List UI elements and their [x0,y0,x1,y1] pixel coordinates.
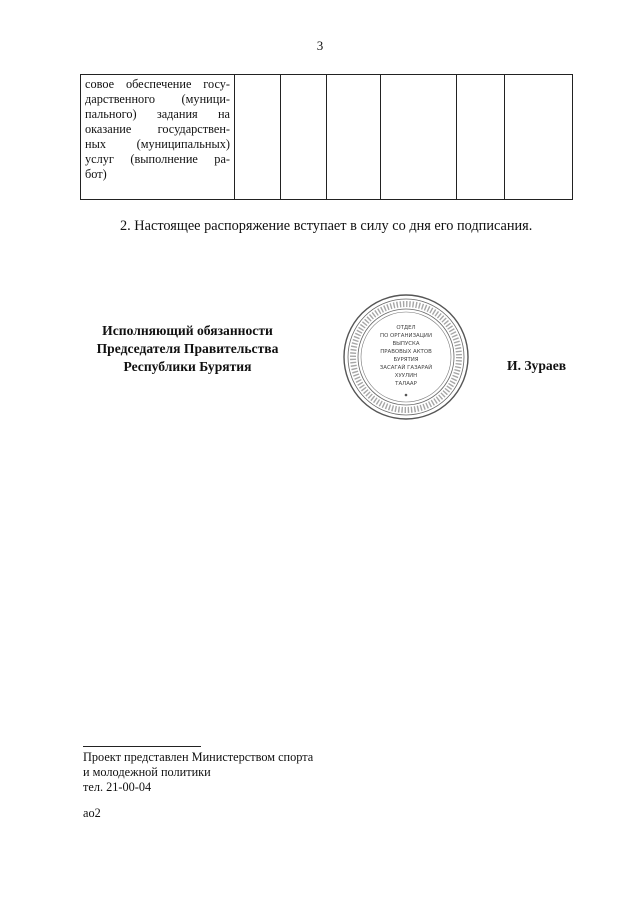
footnote [83,750,313,795]
paragraph-2: 2. Настоящее распоряжение вступает в силу со дня его подписания. [120,218,533,234]
continuation-table [80,74,573,200]
seal-dot [405,394,408,397]
seal-inner-text [380,325,432,387]
seal-text-line: БУРЯТИЯ [393,357,419,363]
seal-text-line: ОТДЕЛ [396,325,416,331]
seal-text-line: ХУУЛИН [394,373,418,379]
page-number: 3 [316,38,324,53]
cell-text-line: ных (муниципальных) [85,137,230,151]
cell-text-line: совое обеспечение госу- [85,77,230,91]
signatory-title-line: Республики Бурятия [123,359,252,374]
document-code: ао2 [83,806,101,820]
seal-text-line: ВЫПУСКА [392,341,420,347]
footnote-divider [83,746,201,747]
signer-name: И. Зураев [507,358,567,373]
cell-text-line: услуг (выполнение ра- [85,152,230,166]
signatory-title-line: Председателя Правительства [96,341,279,356]
cell-text-line: пального) задания на [85,107,230,121]
signatory-title-line: Исполняющий обязанности [102,323,273,338]
cell-text-line: дарственного (муници- [85,92,230,106]
seal-text-line: ПО ОРГАНИЗАЦИИ [380,333,432,339]
footnote-line: и молодежной политики [83,765,211,779]
table-cell-empty [505,75,573,200]
official-seal [342,293,470,421]
seal-text-line: ЗАСАГАЙ ГАЗАРАЙ [379,365,433,371]
signatory-title [80,322,295,376]
cell-text-line: оказание государствен- [85,122,230,136]
footnote-line: тел. 21-00-04 [83,780,152,794]
table-cell-empty [327,75,381,200]
table-row [81,75,573,200]
footnote-line: Проект представлен Министерством спорта [83,750,314,764]
table-cell-empty [457,75,505,200]
seal-text-line: ПРАВОВЫХ АКТОВ [380,349,432,355]
cell-text-line: бот) [85,167,107,181]
table-cell-empty [235,75,281,200]
table-cell-empty [381,75,457,200]
table-cell-description [81,75,235,200]
table-cell-empty [281,75,327,200]
seal-text-line: ТАЛААР [395,381,417,387]
